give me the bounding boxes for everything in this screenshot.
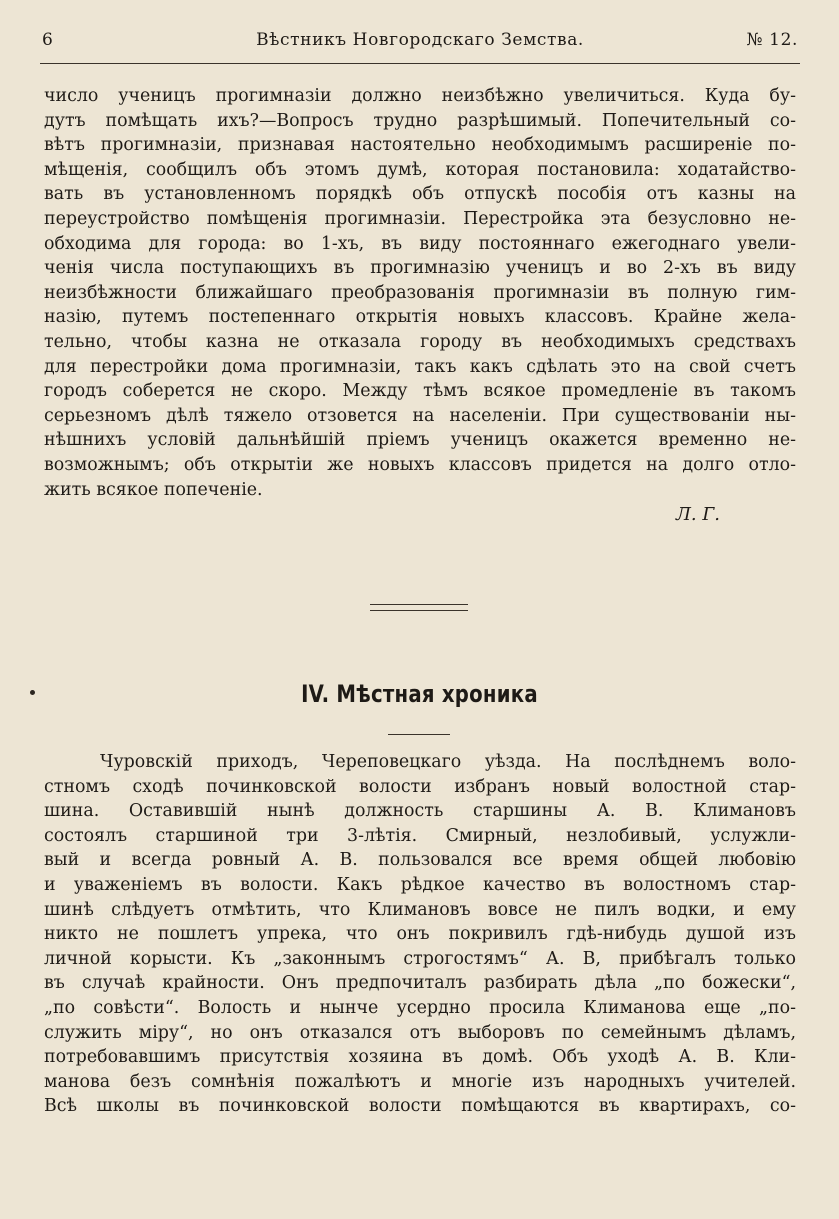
text-line: „по совѣсти“. Волость и нынче усердно просила Климанова еще „по- <box>44 997 796 1018</box>
text-line: стномъ сходѣ починковской волости избранъ новый волостной стар- <box>44 776 796 797</box>
text-line: личной корысти. Къ „законнымъ строгостямъ“ А. В, прибѣгалъ только <box>44 948 796 969</box>
text-line: обходима для города: во 1-хъ, въ виду постояннаго ежегоднаго увели- <box>44 233 796 254</box>
text-line: Всѣ школы въ починковской волости помѣщаются въ квартирахъ, со- <box>44 1096 796 1117</box>
text-line: нѣшнихъ условій дальнѣйшій пріемъ ученицъ окажется временно не- <box>44 430 796 451</box>
text-line: переустройство помѣщенія прогимназіи. Перестройка эта безусловно не- <box>44 208 796 229</box>
author-signature: Л. Г. <box>675 504 720 525</box>
text-line: для перестройки дома прогимназіи, такъ какъ сдѣлать это на свой счетъ <box>44 356 796 377</box>
text-line: шина. Оставившій нынѣ должность старшины А. В. Климановъ <box>44 801 796 822</box>
journal-title: Вѣстникъ Новгородскаго Земства. <box>256 30 584 50</box>
text-line: тельно, чтобы казна не отказала городу въ необходимыхъ средствахъ <box>44 331 796 352</box>
text-line: дутъ помѣщать ихъ?—Вопросъ трудно разрѣшимый. Попечительный со- <box>44 110 796 131</box>
text-line: жить всякое попеченіе. <box>44 479 263 500</box>
heading-rule <box>388 734 450 735</box>
text-line: въ случаѣ крайности. Онъ предпочиталъ разбирать дѣла „по божески“, <box>44 973 796 994</box>
section-divider <box>370 604 468 611</box>
text-line: никто не пошлетъ упрека, что онъ покривилъ гдѣ-нибудь душой изъ <box>44 924 796 945</box>
text-line: Чуровскій приходъ, Череповецкаго уѣзда. На послѣднемъ воло- <box>100 752 796 772</box>
text-line: ченія числа поступающихъ въ прогимназію ученицъ и во 2-хъ въ виду <box>44 258 796 279</box>
text-line: неизбѣжности ближайшаго преобразованія прогимназіи въ полную гим- <box>44 282 796 303</box>
text-line: потребовавшимъ присутствія хозяина въ домѣ. Объ уходѣ А. В. Кли- <box>44 1047 796 1068</box>
chronicle-text <box>44 750 796 1119</box>
article-end-text <box>44 84 796 502</box>
text-line: состоялъ старшиной три 3-лѣтія. Смирный, незлобивый, услужли- <box>44 825 796 846</box>
text-line: вѣтъ прогимназіи, признавая настоятельно необходимымъ расширеніе по- <box>44 135 796 156</box>
section-heading: IV. Мѣстная хроника <box>301 680 538 708</box>
text-line: служить міру“, но онъ отказался отъ выборовъ по семейнымъ дѣламъ, <box>44 1022 796 1043</box>
text-line: манова безъ сомнѣнія пожалѣютъ и многіе изъ народныхъ учителей. <box>44 1071 796 1092</box>
text-line: вый и всегда ровный А. В. пользовался все время общей любовію <box>44 850 796 871</box>
running-header <box>42 30 798 60</box>
page-number: 6 <box>42 30 54 50</box>
text-line: возможнымъ; объ открытіи же новыхъ классовъ придется на долго отло- <box>44 454 796 475</box>
issue-number: № 12. <box>746 30 798 50</box>
text-line: мѣщенія, сообщилъ объ этомъ думѣ, которая постановила: ходатайство- <box>44 159 796 180</box>
text-line: шинѣ слѣдуетъ отмѣтить, что Климановъ вовсе не пилъ водки, и ему <box>44 899 796 920</box>
print-speck <box>30 690 35 695</box>
text-line: назію, путемъ постепеннаго открытія новыхъ классовъ. Крайне жела- <box>44 307 796 328</box>
text-line: число ученицъ прогимназіи должно неизбѣжно увеличиться. Куда бу- <box>44 86 796 106</box>
text-line: и уваженіемъ въ волости. Какъ рѣдкое качество въ волостномъ стар- <box>44 874 796 895</box>
header-rule <box>40 63 800 64</box>
text-line: серьезномъ дѣлѣ тяжело отзовется на населеніи. При существованіи ны- <box>44 405 796 426</box>
text-line: вать въ установленномъ порядкѣ объ отпускѣ пособія отъ казны на <box>44 184 796 205</box>
text-line: городъ соберется не скоро. Между тѣмъ всякое промедленіе въ такомъ <box>44 381 796 402</box>
